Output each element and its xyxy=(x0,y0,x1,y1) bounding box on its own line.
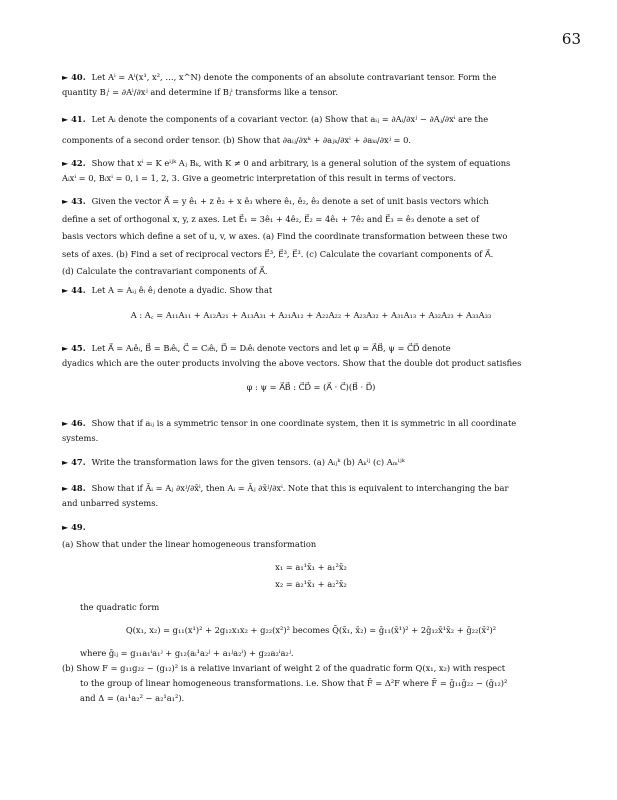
problem-number: 45. xyxy=(71,343,86,353)
problem-number: 41. xyxy=(71,114,86,124)
bullet-icon: ► xyxy=(62,286,69,295)
problem-text: Show that xⁱ = K eⁱʲᵏ Aⱼ Bₖ, with K ≠ 0 and arbitrary, is a general solution of the system of equations xyxy=(91,158,511,168)
bullet-icon: ► xyxy=(62,159,69,168)
bullet-icon: ► xyxy=(62,344,69,353)
transform-eq-2: x₂ = a₂¹x̄₁ + a₂²x̄₂ xyxy=(275,579,347,589)
problem-text: quantity Bⱼⁱ = ∂Aⁱ/∂xʲ and determine if Bⱼⁱ transforms like a tensor. xyxy=(62,87,339,97)
problem-text: Let A = Aᵢⱼ êᵢ êⱼ denote a dyadic. Show that xyxy=(91,285,273,295)
bullet-icon: ► xyxy=(62,484,69,493)
problem-number: 49. xyxy=(71,522,86,532)
problem-49 xyxy=(62,520,560,706)
problem-number: 42. xyxy=(71,158,86,168)
problem-40 xyxy=(62,70,560,100)
bullet-icon: ► xyxy=(62,197,69,206)
problem-number: 46. xyxy=(71,418,86,428)
problem-text: Let Aⁱ = Aⁱ(x¹, x², …, x^N) denote the components of an absolute contravariant tensor. Form the xyxy=(91,72,497,82)
problem-48 xyxy=(62,481,560,511)
problem-41 xyxy=(62,112,560,148)
problem-text: Let A⃗ = Aᵢêᵢ, B⃗ = Bᵢêᵢ, C⃗ = Cᵢêᵢ, D⃗ = Dᵢêᵢ denote vectors and let φ = A⃗B⃗, ψ = C⃗D⃗ denote xyxy=(91,343,451,353)
part-b-text: and Δ = (a₁¹a₂² − a₂¹a₁²). xyxy=(80,693,185,703)
problem-text: Aᵢxⁱ = 0, Bᵢxⁱ = 0, i = 1, 2, 3. Give a geometric interpretation of this result in terms of vectors. xyxy=(62,173,456,183)
where-line: where ḡᵢⱼ = g₁₁a₁ⁱa₁ʲ + g₁₂(aᵢ¹a₂ʲ + a₁ʲa₂ⁱ) + g₂₂a₂ⁱa₂ʲ. xyxy=(80,648,294,658)
problem-47 xyxy=(62,455,560,470)
part-b-text: (b) Show F = g₁₁g₂₂ − (g₁₂)² is a relative invariant of weight 2 of the quadratic form Q(x₁, x₂) with respect xyxy=(62,663,506,673)
problem-text: and unbarred systems. xyxy=(62,498,159,508)
problem-text: Show that if Āᵢ = Aⱼ ∂xʲ/∂x̄ⁱ, then Aᵢ = Āⱼ ∂x̄ʲ/∂xⁱ. Note that this is equivalent to interchanging the bar xyxy=(91,483,509,493)
problem-number: 43. xyxy=(71,196,86,206)
problem-text: Let Aᵢ denote the components of a covariant vector. (a) Show that aᵢⱼ = ∂Aᵢ/∂xʲ − ∂Aⱼ/∂xⁱ are the xyxy=(91,114,489,124)
problem-46 xyxy=(62,416,560,446)
quad-equation: Q(x₁, x₂) = g₁₁(x¹)² + 2g₁₂x₁x₂ + g₂₂(x²)² becomes Q̄(x̄₁, x̄₂) = ḡ₁₁(x̄¹)² + 2ḡ₁₂x̄¹x̄₂ + ḡ₂₂(x̄²)² xyxy=(125,625,497,635)
problem-text: dyadics which are the outer products involving the above vectors. Show that the double dot product satisfies xyxy=(62,358,522,368)
problem-44 xyxy=(62,283,560,323)
problem-text: define a set of orthogonal x, y, z axes. Let E⃗₁ = 3ê₁ + 4ê₂, E⃗₂ = 4ê₁ + 7ê₂ and E⃗₃ = ê₃ denote a set of xyxy=(62,213,480,224)
problem-text: sets of axes. (b) Find a set of reciprocal vectors E⃗³, E⃗³, E⃗³. (c) Calculate the covariant components of A⃗. xyxy=(62,248,494,259)
problem-43 xyxy=(62,193,560,281)
problem-number: 40. xyxy=(71,72,86,82)
problem-text: Show that if aᵢⱼ is a symmetric tensor in one coordinate system, then it is symmetric in all coordinate xyxy=(91,418,517,428)
bullet-icon: ► xyxy=(62,73,69,82)
problem-text: (d) Calculate the contravariant components of A⃗. xyxy=(62,266,268,276)
problem-number: 44. xyxy=(71,285,86,295)
problem-45 xyxy=(62,341,560,395)
page-number: 63 xyxy=(561,30,581,48)
equation: φ : ψ = A⃗B⃗ : C⃗D⃗ = (A⃗ · C⃗)(B⃗ · D⃗) xyxy=(246,382,376,392)
problem-text: components of a second order tensor. (b) Show that ∂aᵢⱼ/∂xᵏ + ∂aⱼₖ/∂xⁱ + ∂aₖᵢ/∂xʲ = 0. xyxy=(62,135,412,145)
problem-text: Write the transformation laws for the given tensors. (a) Aᵢⱼᵏ (b) Aₖⁱʲ (c) Aₘⁱʲᵏ xyxy=(91,457,405,467)
bullet-icon: ► xyxy=(62,523,69,532)
part-a-intro: (a) Show that under the linear homogeneous transformation xyxy=(62,539,317,549)
transform-eq-1: x₁ = a₁¹x̄₁ + a₁²x̄₂ xyxy=(275,562,347,572)
bullet-icon: ► xyxy=(62,419,69,428)
problem-number: 48. xyxy=(71,483,86,493)
bullet-icon: ► xyxy=(62,458,69,467)
bullet-icon: ► xyxy=(62,115,69,124)
quad-intro: the quadratic form xyxy=(80,602,160,612)
problem-text: systems. xyxy=(62,433,99,443)
part-b-text: to the group of linear homogeneous transformations. i.e. Show that F̄ = Δ²F where F̄ = ḡ₁₁ḡ₂₂ − (ḡ₁₂)² xyxy=(80,678,508,688)
problem-text: basis vectors which define a set of u, v, w axes. (a) Find the coordinate transformation between these two xyxy=(62,231,508,241)
equation: A : A꜀ = A₁₁A₁₁ + A₁₂A₂₁ + A₁₃A₃₁ + A₂₁A₁₂ + A₂₂A₂₂ + A₂₃A₃₂ + A₃₁A₁₃ + A₃₂A₂₃ + A₃₃A₃₃ xyxy=(130,310,492,320)
problem-text: Given the vector A⃗ = y ê₁ + z ê₂ + x ê₃ where ê₁, ê₂, ê₃ denote a set of unit basis vectors which xyxy=(91,196,489,206)
problem-42 xyxy=(62,156,560,186)
problem-number: 47. xyxy=(71,457,86,467)
